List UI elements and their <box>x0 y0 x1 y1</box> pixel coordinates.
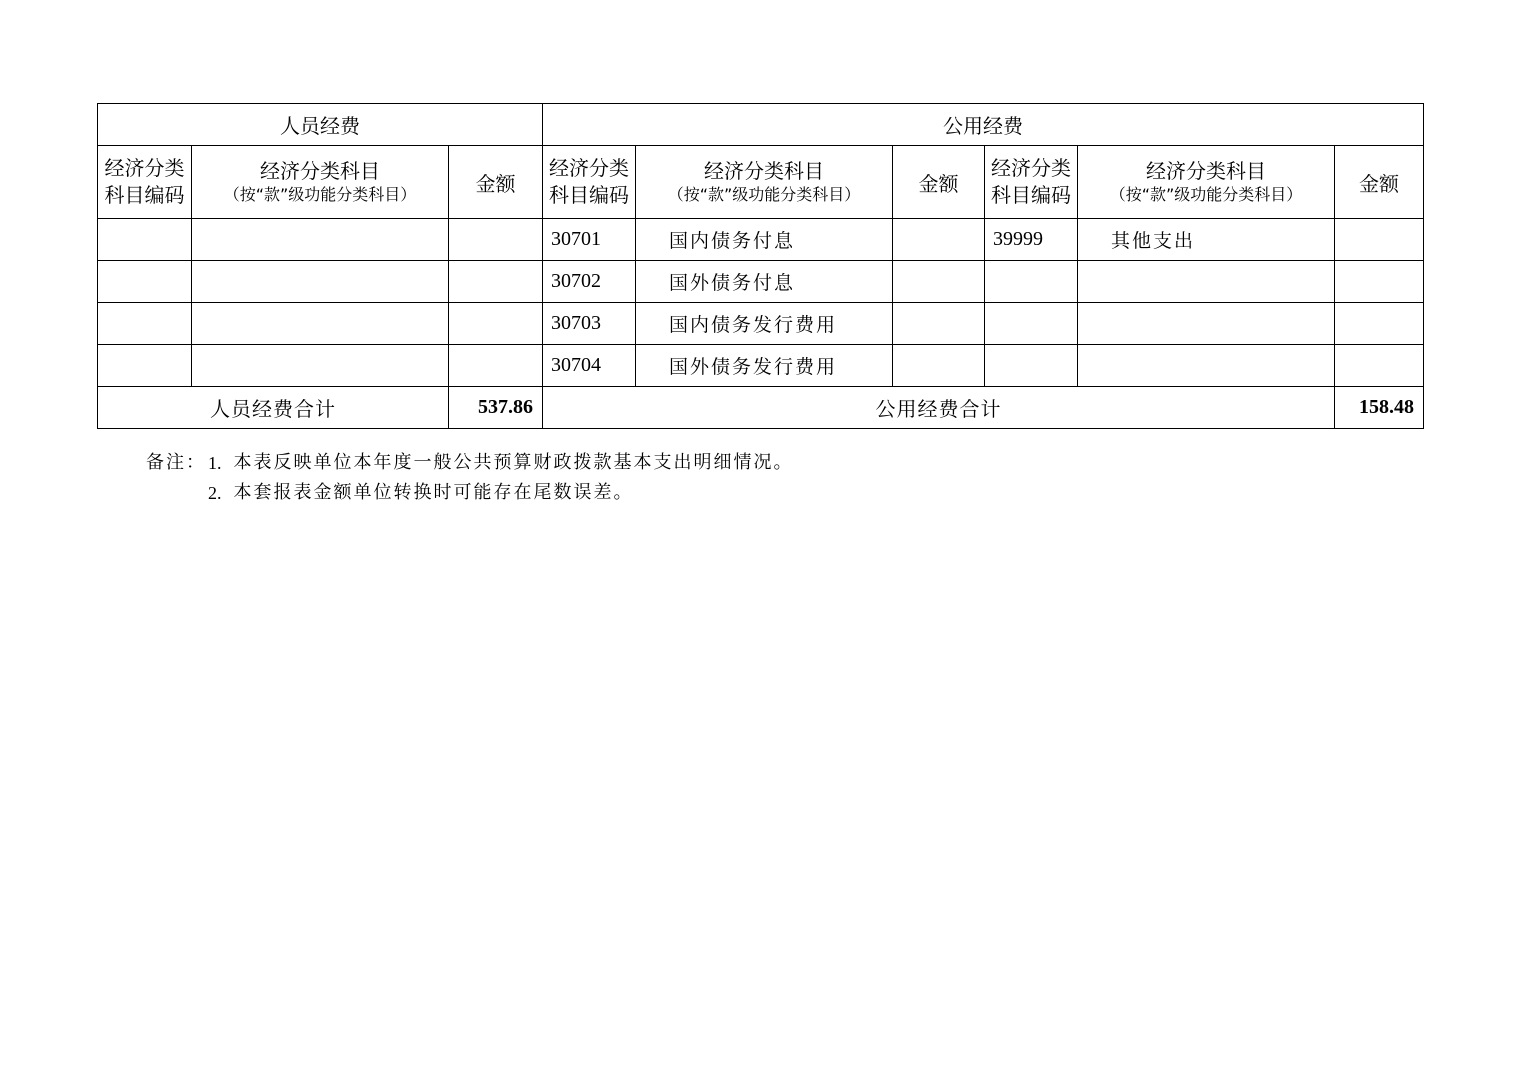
note-text: 本表反映单位本年度一般公共预算财政拨款基本支出明细情况。 <box>233 452 794 473</box>
table-row <box>98 219 1424 261</box>
personnel-name-cell <box>192 345 449 387</box>
public-b-code-cell <box>985 261 1078 303</box>
public-a-name-cell: 国外债务付息 <box>636 261 893 303</box>
public-a-name-cell: 国内债务发行费用 <box>636 303 893 345</box>
personnel-name-cell <box>192 219 449 261</box>
header-name-sub: （按“款”级功能分类科目） <box>223 185 417 204</box>
public-a-name-cell: 国内债务付息 <box>636 219 893 261</box>
personnel-amount-cell <box>449 303 543 345</box>
personnel-amount-cell <box>449 219 543 261</box>
header-name-main: 经济分类科目 <box>1146 159 1266 183</box>
personnel-amount-cell <box>449 345 543 387</box>
header-name-public-b <box>1078 146 1335 219</box>
header-code-line2: 科目编码 <box>104 183 185 207</box>
header-name-main: 经济分类科目 <box>260 159 380 183</box>
header-name-public-a <box>636 146 893 219</box>
personnel-code-cell <box>98 219 192 261</box>
header-code-line2: 科目编码 <box>991 183 1071 207</box>
header-code-line1: 经济分类 <box>991 156 1071 180</box>
section-public: 公用经费 <box>543 104 1424 146</box>
header-code-line1: 经济分类 <box>549 156 629 180</box>
personnel-code-cell <box>98 261 192 303</box>
totals-row <box>98 387 1424 429</box>
personnel-amount-cell <box>449 261 543 303</box>
header-amount-public-a: 金额 <box>893 146 985 219</box>
section-personnel: 人员经费 <box>98 104 543 146</box>
public-b-code-cell <box>985 345 1078 387</box>
public-b-amount-cell <box>1335 345 1424 387</box>
public-b-name-cell <box>1078 303 1335 345</box>
header-name-sub: （按“款”级功能分类科目） <box>1109 185 1303 204</box>
note-number: 2. <box>208 483 222 503</box>
public-a-amount-cell <box>893 303 985 345</box>
public-a-amount-cell <box>893 261 985 303</box>
public-total-amount: 158.48 <box>1335 387 1424 429</box>
note-line <box>146 448 794 478</box>
table-row <box>98 303 1424 345</box>
notes-prefix: 备注： <box>146 452 206 473</box>
public-b-name-cell <box>1078 345 1335 387</box>
public-b-code-cell: 39999 <box>985 219 1078 261</box>
personnel-code-cell <box>98 303 192 345</box>
public-b-amount-cell <box>1335 303 1424 345</box>
public-a-code-cell: 30701 <box>543 219 636 261</box>
header-amount-personnel: 金额 <box>449 146 543 219</box>
personnel-name-cell <box>192 303 449 345</box>
personnel-code-cell <box>98 345 192 387</box>
notes-block <box>146 448 794 508</box>
header-code-personnel <box>98 146 192 219</box>
column-header-row <box>98 146 1424 219</box>
header-code-public-a <box>543 146 636 219</box>
note-number: 1. <box>208 453 222 473</box>
header-amount-public-b: 金额 <box>1335 146 1424 219</box>
public-a-code-cell: 30702 <box>543 261 636 303</box>
section-header-row <box>98 104 1424 146</box>
public-b-name-cell <box>1078 261 1335 303</box>
public-a-code-cell: 30703 <box>543 303 636 345</box>
public-b-name-cell: 其他支出 <box>1078 219 1335 261</box>
personnel-total-amount: 537.86 <box>449 387 543 429</box>
note-text: 本套报表金额单位转换时可能存在尾数误差。 <box>233 482 634 503</box>
expenditure-detail-table <box>97 103 1424 429</box>
header-code-line1: 经济分类 <box>104 156 185 180</box>
public-b-code-cell <box>985 303 1078 345</box>
personnel-total-label: 人员经费合计 <box>98 387 449 429</box>
header-name-sub: （按“款”级功能分类科目） <box>667 185 861 204</box>
public-total-label: 公用经费合计 <box>543 387 1335 429</box>
public-a-amount-cell <box>893 345 985 387</box>
header-name-main: 经济分类科目 <box>704 159 824 183</box>
notes-prefix-spacer <box>146 478 208 508</box>
public-a-name-cell: 国外债务发行费用 <box>636 345 893 387</box>
public-a-amount-cell <box>893 219 985 261</box>
note-line <box>146 478 794 508</box>
table-row <box>98 345 1424 387</box>
public-b-amount-cell <box>1335 261 1424 303</box>
header-name-personnel <box>192 146 449 219</box>
personnel-name-cell <box>192 261 449 303</box>
header-code-line2: 科目编码 <box>549 183 629 207</box>
public-b-amount-cell <box>1335 219 1424 261</box>
table-row <box>98 261 1424 303</box>
header-code-public-b <box>985 146 1078 219</box>
public-a-code-cell: 30704 <box>543 345 636 387</box>
